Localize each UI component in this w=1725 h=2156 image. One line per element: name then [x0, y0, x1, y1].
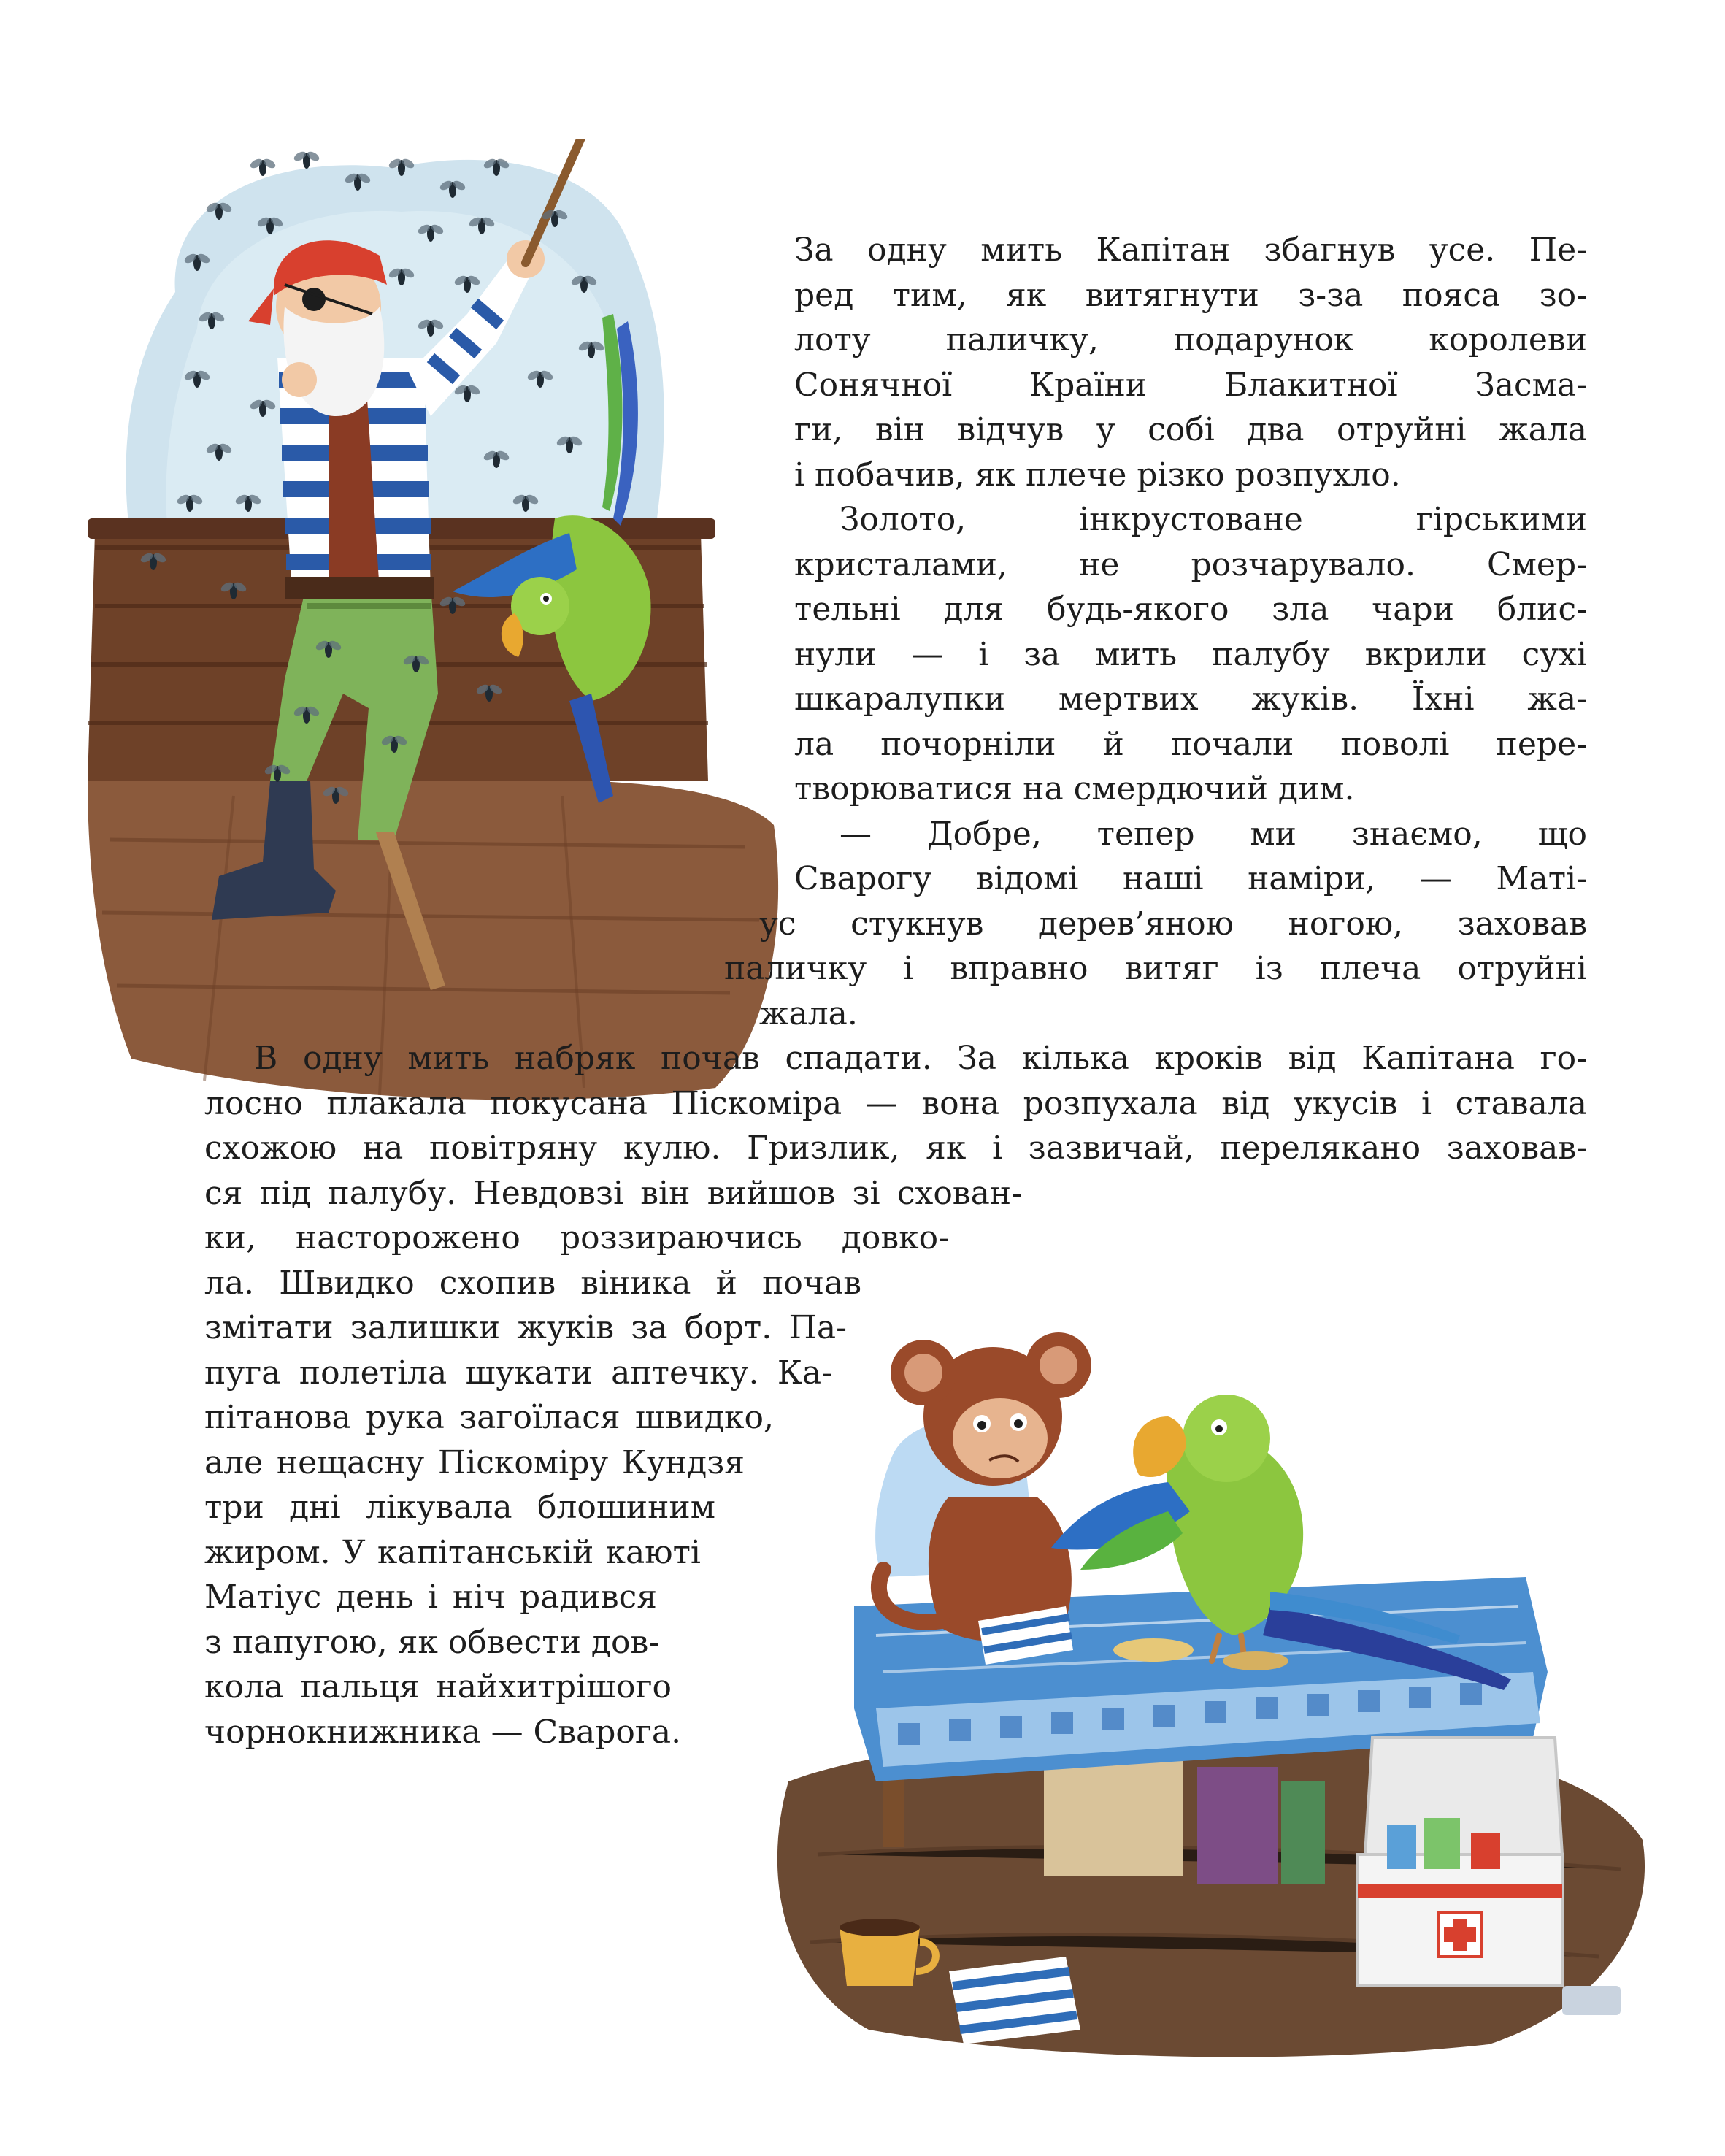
text-line: нули — і за мить палубу вкрили сухі [794, 636, 1587, 673]
text-line: жиром. У капітанській каюті [204, 1534, 701, 1571]
text-line: схожою на повітряну кулю. Гризлик, як і зазвичай, перелякано заховав- [204, 1129, 1587, 1167]
text-line: лоту паличку, подарунок королеви [794, 321, 1587, 358]
text-line: ла. Швидко схопив віника й почав [204, 1265, 861, 1302]
text-line: ус стукнув дерев’яною ногою, заховав [759, 905, 1587, 943]
text-line: три дні лікувала блошиним [204, 1489, 715, 1526]
text-line: паличку і вправно витяг із плеча отруйні [724, 950, 1587, 987]
text-line: Золото, інкрустоване гірськими [840, 501, 1587, 538]
text-line: ки, насторожено роззираючись довко- [204, 1219, 949, 1257]
text-line: ла почорніли й почали поволі пере- [794, 726, 1587, 763]
text-line: пуга полетіла шукати аптечку. Ка- [204, 1354, 832, 1392]
text-line: За одну мить Капітан збагнув усе. Пе- [794, 231, 1587, 269]
text-line: але нещасну Піскоміру Кундзя [204, 1444, 745, 1481]
text-line: лосно плакала покусана Піскоміра — вона розпухала від укусів і ставала [204, 1085, 1587, 1122]
text-line: шкаралупки мертвих жуків. Їхні жа- [794, 680, 1587, 718]
text-line: творюватися на смердючий дим. [794, 770, 1355, 807]
text-line: кристалами, не розчарувало. Смер- [794, 546, 1587, 583]
text-line: жала. [759, 995, 858, 1032]
text-line: з папугою, як обвести дов- [204, 1624, 660, 1661]
monkey-and-parrot-on-bed-with-first-aid-kit-illustration [759, 1329, 1657, 2066]
text-line: Сварогу відомі наші наміри, — Маті- [794, 860, 1587, 897]
text-line: — Добре, тепер ми знаємо, що [840, 816, 1587, 853]
text-line: змітати залишки жуків за борт. Па- [204, 1309, 847, 1346]
text-line: пітанова рука загоїлася швидко, [204, 1399, 774, 1436]
text-line: тельні для будь-якого зла чари блис- [794, 591, 1587, 628]
text-line: чорнокнижника — Сварога. [204, 1714, 682, 1751]
text-line: Матіус день і ніч радився [204, 1578, 657, 1616]
text-line: ред тим, як витягнути з-за пояса зо- [794, 277, 1587, 314]
text-line: Сонячної Країни Блакитної Засма- [794, 367, 1587, 404]
pirate-captain-with-bugs-and-parrot-illustration [88, 139, 788, 1110]
text-line: ся під палубу. Невдовзі він вийшов зі схован- [204, 1175, 1022, 1212]
text-line: ги, він відчув у собі два отруйні жала [794, 411, 1587, 448]
text-line: і побачив, як плече різко розпухло. [794, 456, 1401, 494]
text-line: кола пальця найхитрішого [204, 1668, 672, 1706]
text-line: В одну мить набряк почав спадати. За кілька кроків від Капітана го- [254, 1040, 1587, 1077]
